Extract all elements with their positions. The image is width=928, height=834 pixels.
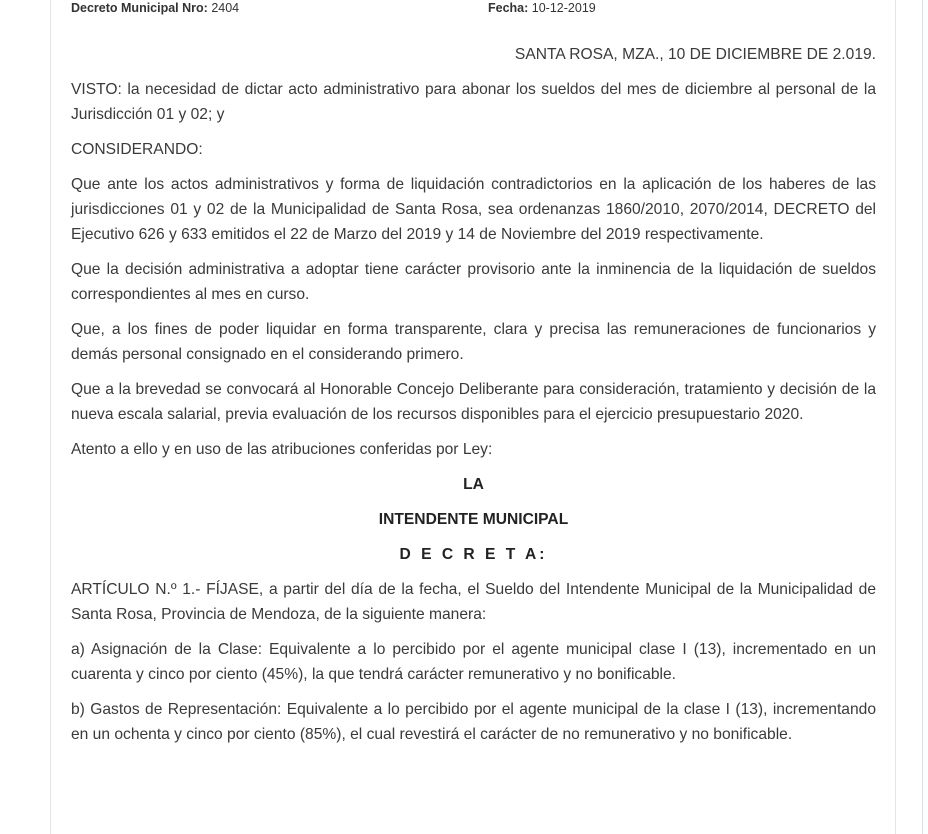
decree-date-label: Fecha:	[488, 1, 529, 15]
scroll-gutter	[896, 0, 928, 834]
decree-number-value: 2404	[211, 1, 240, 15]
visto-paragraph: VISTO: la necesidad de dictar acto administrativo para abonar los sueldos del mes de diciembre al personal de la Jurisdicción 01 y 02; y	[71, 81, 876, 123]
considerando-paragraph-2: Que la decisión administrativa a adoptar tiene carácter provisorio ante la inminencia de la liquidación de sueldos correspondientes al mes en curso.	[71, 261, 876, 303]
articulo-1-item-a: a) Asignación de la Clase: Equivalente a lo percibido por el agente municipal clase I (13), incrementado en un cuarenta y cinco por ciento (45%), la que tendrá carácter remunerativo y no bonificable.	[71, 641, 876, 683]
place-date: SANTA ROSA, MZA., 10 DE DICIEMBRE DE 2.019.	[514, 46, 876, 63]
title-decreta: D E C R E T A:	[399, 546, 548, 563]
title-la: LA	[463, 476, 484, 493]
considerando-paragraph-4: Que a la brevedad se convocará al Honorable Concejo Deliberante para consideración, tratamiento y decisión de la nueva escala salarial, previa evaluación de los recursos disponibles para el ejercicio presupuestario 2020.	[71, 381, 876, 423]
considerando-heading: CONSIDERANDO:	[71, 141, 203, 158]
decree-date-meta	[488, 0, 596, 16]
decree-number-label: Decreto Municipal Nro:	[71, 1, 208, 15]
considerando-paragraph-1: Que ante los actos administrativos y forma de liquidación contradictorios en la aplicación de los haberes de las jurisdicciones 01 y 02 de la Municipalidad de Santa Rosa, sea ordenanzas 1860/2010, 2070/2014, DECRETO del Ejecutivo 626 y 633 emitidos el 22 de Marzo del 2019 y 14 de Noviembre del 2019 respectivamente.	[71, 176, 876, 243]
articulo-1-item-b: b) Gastos de Representación: Equivalente a lo percibido por el agente municipal de la clase I (13), incrementando en un ochenta y cinco por ciento (85%), el cual revestirá el carácter de no remunerativo y no bonificable.	[71, 701, 876, 743]
gutter-border	[922, 0, 923, 834]
decree-date-value: 10-12-2019	[531, 1, 596, 15]
considerando-paragraph-3: Que, a los fines de poder liquidar en forma transparente, clara y precisa las remuneraciones de funcionarios y demás personal consignado en el considerando primero.	[71, 321, 876, 363]
articulo-1: ARTÍCULO N.º 1.- FÍJASE, a partir del día de la fecha, el Sueldo del Intendente Municipal de la Municipalidad de Santa Rosa, Provincia de Mendoza, de la siguiente manera:	[71, 581, 876, 623]
decree-number-meta	[71, 0, 239, 16]
decree-body	[71, 42, 876, 757]
atento-paragraph: Atento a ello y en uso de las atribuciones conferidas por Ley:	[71, 441, 493, 458]
title-intendente: INTENDENTE MUNICIPAL	[378, 511, 569, 528]
